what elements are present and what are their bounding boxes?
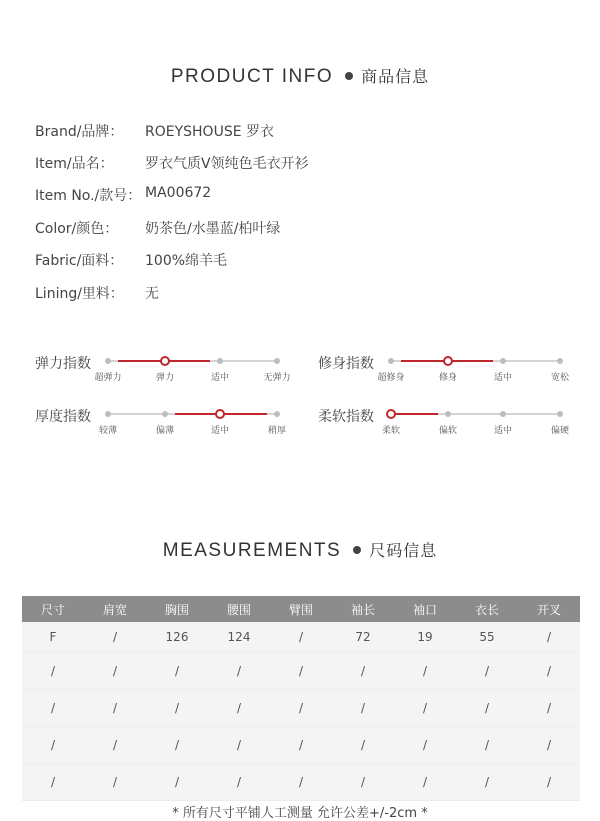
- table-cell: 55: [456, 622, 518, 653]
- index-selected-marker: [387, 410, 395, 418]
- table-cell: /: [394, 690, 456, 727]
- table-cell: /: [394, 727, 456, 764]
- table-cell: /: [22, 764, 84, 801]
- table-cell: /: [394, 764, 456, 801]
- index-title: 厚度指数: [35, 409, 91, 425]
- info-row: [35, 185, 212, 205]
- table-cell: /: [456, 727, 518, 764]
- table-cell: /: [518, 690, 580, 727]
- info-value: MA00672: [145, 185, 212, 201]
- table-row: [22, 690, 580, 727]
- info-value: 无: [145, 286, 159, 302]
- info-value: 罗衣气质V领纯色毛衣开衫: [145, 156, 309, 172]
- measurements-header-cell: 衣长: [456, 596, 518, 622]
- measurements-title-en: MEASUREMENTS: [162, 540, 342, 561]
- index-point: [557, 358, 563, 364]
- table-row: [22, 653, 580, 690]
- table-cell: /: [22, 653, 84, 690]
- table-cell: /: [22, 690, 84, 727]
- index-scale: [35, 406, 315, 446]
- measurements-header-cell: 腰围: [208, 596, 270, 622]
- index-point: [217, 358, 223, 364]
- table-cell: F: [22, 622, 84, 653]
- table-cell: /: [208, 764, 270, 801]
- index-option-label: 适中: [210, 373, 230, 383]
- table-cell: /: [456, 764, 518, 801]
- info-label: Lining/里料：: [35, 286, 124, 302]
- table-cell: 126: [146, 622, 208, 653]
- index-option-label: 超弹力: [94, 373, 122, 383]
- index-option-label: 适中: [493, 373, 513, 383]
- table-cell: /: [394, 653, 456, 690]
- table-row: [22, 622, 580, 653]
- table-cell: /: [332, 764, 394, 801]
- measurements-header-cell: 开叉: [518, 596, 580, 622]
- measurement-note: * 所有尺寸平铺人工测量 允许公差+/-2cm *: [172, 806, 428, 821]
- measurements-table: [22, 596, 580, 801]
- product-info-title: [0, 64, 600, 88]
- table-cell: /: [208, 690, 270, 727]
- index-point: [445, 411, 451, 417]
- index-scale: [318, 406, 598, 446]
- index-point: [105, 411, 111, 417]
- table-cell: /: [270, 622, 332, 653]
- info-label: Brand/品牌：: [35, 124, 124, 140]
- index-point: [162, 411, 168, 417]
- table-cell: /: [84, 622, 146, 653]
- index-scale: [318, 353, 598, 393]
- table-cell: 124: [208, 622, 270, 653]
- table-cell: /: [332, 727, 394, 764]
- index-point: [274, 358, 280, 364]
- index-point: [274, 411, 280, 417]
- table-cell: /: [146, 690, 208, 727]
- info-label: Color/颜色：: [35, 221, 119, 237]
- table-row: [22, 727, 580, 764]
- info-row: [35, 250, 228, 270]
- table-cell: /: [84, 727, 146, 764]
- index-option-label: 柔软: [381, 426, 401, 436]
- info-row: [35, 218, 281, 238]
- table-cell: /: [208, 653, 270, 690]
- index-selected-marker: [161, 357, 169, 365]
- info-value: 奶茶色/水墨蓝/柏叶绿: [145, 221, 281, 237]
- table-cell: /: [518, 622, 580, 653]
- measurements-header-cell: 胸围: [146, 596, 208, 622]
- table-cell: /: [146, 727, 208, 764]
- info-label: Fabric/面料：: [35, 253, 124, 269]
- index-title: 修身指数: [318, 356, 374, 372]
- index-option-label: 较薄: [98, 426, 118, 436]
- table-cell: /: [84, 653, 146, 690]
- table-cell: /: [270, 690, 332, 727]
- info-row: [35, 121, 275, 141]
- measurements-header-cell: 臂围: [270, 596, 332, 622]
- index-option-label: 适中: [210, 426, 230, 436]
- measurements-header-row: [22, 596, 580, 622]
- measurements-header-cell: 肩宽: [84, 596, 146, 622]
- index-option-label: 修身: [438, 373, 458, 383]
- info-value: ROEYSHOUSE 罗衣: [145, 124, 275, 140]
- bullet-dot-icon: [345, 72, 353, 80]
- table-cell: /: [208, 727, 270, 764]
- info-label: Item/品名：: [35, 156, 114, 172]
- measurements-header-cell: 袖长: [332, 596, 394, 622]
- table-row: [22, 764, 580, 801]
- info-row: [35, 153, 309, 173]
- product-info-title-en: PRODUCT INFO: [170, 66, 334, 87]
- measurements-title-cn: 尺码信息: [369, 541, 438, 560]
- table-cell: /: [332, 690, 394, 727]
- table-cell: /: [270, 764, 332, 801]
- table-cell: /: [84, 764, 146, 801]
- info-label: Item No./款号：: [35, 188, 142, 204]
- table-cell: /: [146, 764, 208, 801]
- index-point: [105, 358, 111, 364]
- table-cell: /: [518, 653, 580, 690]
- table-cell: /: [270, 727, 332, 764]
- measurements-header-cell: 尺寸: [22, 596, 84, 622]
- table-cell: /: [456, 690, 518, 727]
- table-cell: /: [22, 727, 84, 764]
- index-option-label: 超修身: [377, 373, 405, 383]
- index-option-label: 无弹力: [263, 373, 291, 383]
- index-selected-marker: [216, 410, 224, 418]
- table-cell: /: [456, 653, 518, 690]
- index-point: [500, 358, 506, 364]
- index-point: [500, 411, 506, 417]
- product-info-title-cn: 商品信息: [361, 67, 430, 86]
- index-title: 柔软指数: [318, 409, 374, 425]
- info-row: [35, 283, 159, 303]
- bullet-dot-icon: [353, 546, 361, 554]
- index-point: [557, 411, 563, 417]
- measurements-title: [0, 538, 600, 562]
- measurements-header-cell: 袖口: [394, 596, 456, 622]
- table-cell: /: [146, 653, 208, 690]
- index-option-label: 宽松: [550, 373, 570, 383]
- table-cell: /: [518, 764, 580, 801]
- index-option-label: 适中: [493, 426, 513, 436]
- index-option-label: 偏硬: [550, 426, 570, 436]
- index-option-label: 偏软: [438, 426, 458, 436]
- index-point: [388, 358, 394, 364]
- index-option-label: 偏薄: [155, 426, 175, 436]
- table-cell: 19: [394, 622, 456, 653]
- table-cell: /: [332, 653, 394, 690]
- table-cell: /: [518, 727, 580, 764]
- index-option-label: 稍厚: [267, 426, 287, 436]
- info-value: 100%绵羊毛: [145, 253, 228, 269]
- table-cell: /: [270, 653, 332, 690]
- index-title: 弹力指数: [35, 356, 91, 372]
- index-scale: [35, 353, 315, 393]
- table-cell: /: [84, 690, 146, 727]
- table-cell: 72: [332, 622, 394, 653]
- index-option-label: 弹力: [155, 373, 175, 383]
- index-selected-marker: [444, 357, 452, 365]
